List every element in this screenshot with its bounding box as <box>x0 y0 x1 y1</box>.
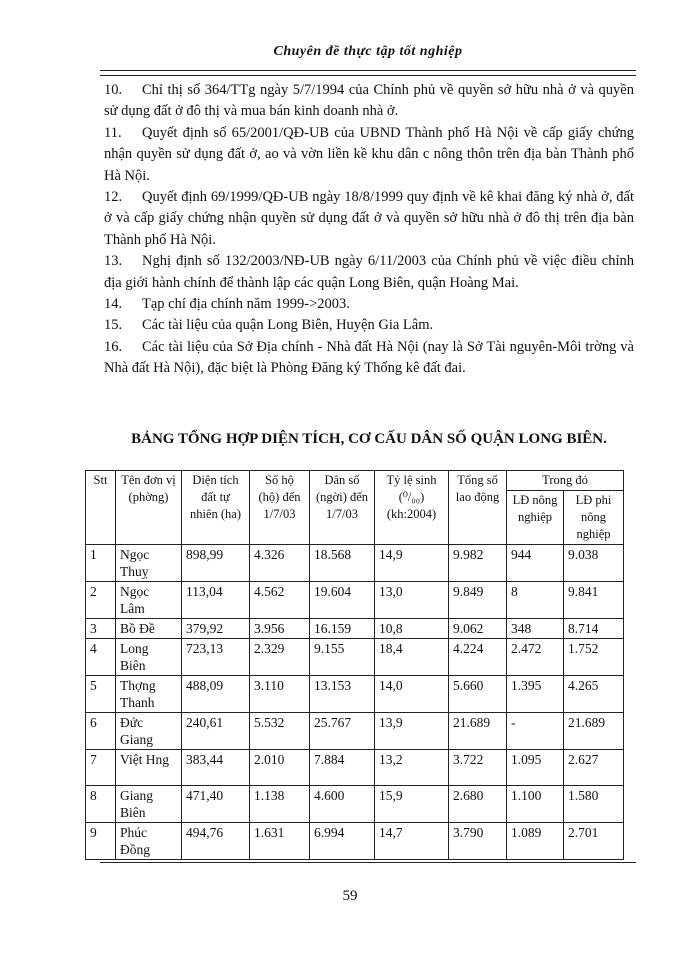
table-row: 5 Thợng Thanh 488,09 3.110 13.153 14,0 5.660 1.395 4.265 <box>86 676 624 713</box>
table-row: 1 Ngọc Thuỵ 898,99 4.326 18.568 14,9 9.982 944 9.038 <box>86 545 624 582</box>
reference-item: 12. Quyết định 69/1999/QĐ-UB ngày 18/8/1999 quy định về kê khai đăng ký nhà ở, đất ở và cấp giấy chứng nhận quyền sử dụng đất ở và quyền sở hữu nhà ở đô thị trên địa bàn Thành phố Hà Nội. <box>104 189 634 248</box>
page-header: Chuyên đề thực tập tốt nghiệp <box>273 44 463 59</box>
col-header-unit: Tên đơn vị (phờng) <box>116 471 182 545</box>
reference-item: 14. Tạp chí địa chính năm 1999->2003. <box>104 296 350 313</box>
table-row: 6 Đức Giang 240,61 5.532 25.767 13,9 21.689 - 21.689 <box>86 713 624 750</box>
col-header-households: Số hộ (hộ) đến 1/7/03 <box>250 471 310 545</box>
reference-item: 15. Các tài liệu của quận Long Biên, Huyện Gia Lâm. <box>104 317 434 334</box>
col-header-population: Dân số (ngời) đến 1/7/03 <box>310 471 375 545</box>
table-row: 3 Bồ Đề 379,92 3.956 16.159 10,8 9.062 348 8.714 <box>86 619 624 639</box>
col-header-agri: LĐ nông nghiệp <box>507 491 564 545</box>
footer-divider <box>100 862 636 863</box>
table-row: 7 Việt Hng 383,44 2.010 7.884 13,2 3.722 1.095 2.627 <box>86 750 624 786</box>
page-number: 59 <box>342 888 358 904</box>
table-row: 2 Ngọc Lâm 113,04 4.562 19.604 13,0 9.849 8 9.841 <box>86 582 624 619</box>
reference-item: 11. Quyết định số 65/2001/QĐ-UB của UBND Thành phố Hà Nội về cấp giấy chứng nhận quyền sử dụng đất ở, ao và vờn liền kề khu dân c nông thôn trên địa bàn Thành phố Hà Nội. <box>104 124 634 184</box>
col-header-stt: Stt <box>86 471 116 545</box>
reference-item: 13. Nghị định số 132/2003/NĐ-UB ngày 6/11/2003 của Chính phủ về việc điều chỉnh địa giới hành chính để thành lập các quận Long Biên, quận Hoàng Mai. <box>104 253 634 291</box>
table-row: 4 Long Biên 723,13 2.329 9.155 18,4 4.224 2.472 1.752 <box>86 639 624 676</box>
col-header-area: Diện tích đất tự nhiên (ha) <box>182 471 250 545</box>
col-header-birth-rate: Tỷ lệ sinh (⁰/₀₀) (kh:2004) <box>375 471 449 545</box>
col-header-of-which: Trong đó <box>507 471 624 491</box>
table-row: 9 Phúc Đồng 494,76 1.631 6.994 14,7 3.790 1.089 2.701 <box>86 823 624 860</box>
header-divider <box>100 70 636 76</box>
reference-list <box>104 80 634 380</box>
population-table <box>85 470 624 860</box>
table-header-row <box>86 471 624 491</box>
reference-item: 16. Các tài liệu của Sở Địa chính - Nhà đất Hà Nội (nay là Sở Tài nguyên-Môi trờng và Nhà đất Hà Nội), đặc biệt là Phòng Đăng ký Thống kê đất đai. <box>104 338 634 377</box>
table-title: BẢNG TỔNG HỢP DIỆN TÍCH, CƠ CẤU DÂN SỐ QUẬN LONG BIÊN. <box>131 431 607 447</box>
col-header-labor: Tổng số lao động <box>449 471 507 545</box>
col-header-non-agri: LĐ phi nông nghiệp <box>564 491 624 545</box>
reference-item: 10. Chỉ thị số 364/TTg ngày 5/7/1994 của Chính phủ về quyền sở hữu nhà ở và quyền sử dụng đất ở đô thị và mua bán kinh doanh nhà ở. <box>104 82 634 120</box>
table-row: 8 Giang Biên 471,40 1.138 4.600 15,9 2.680 1.100 1.580 <box>86 786 624 823</box>
